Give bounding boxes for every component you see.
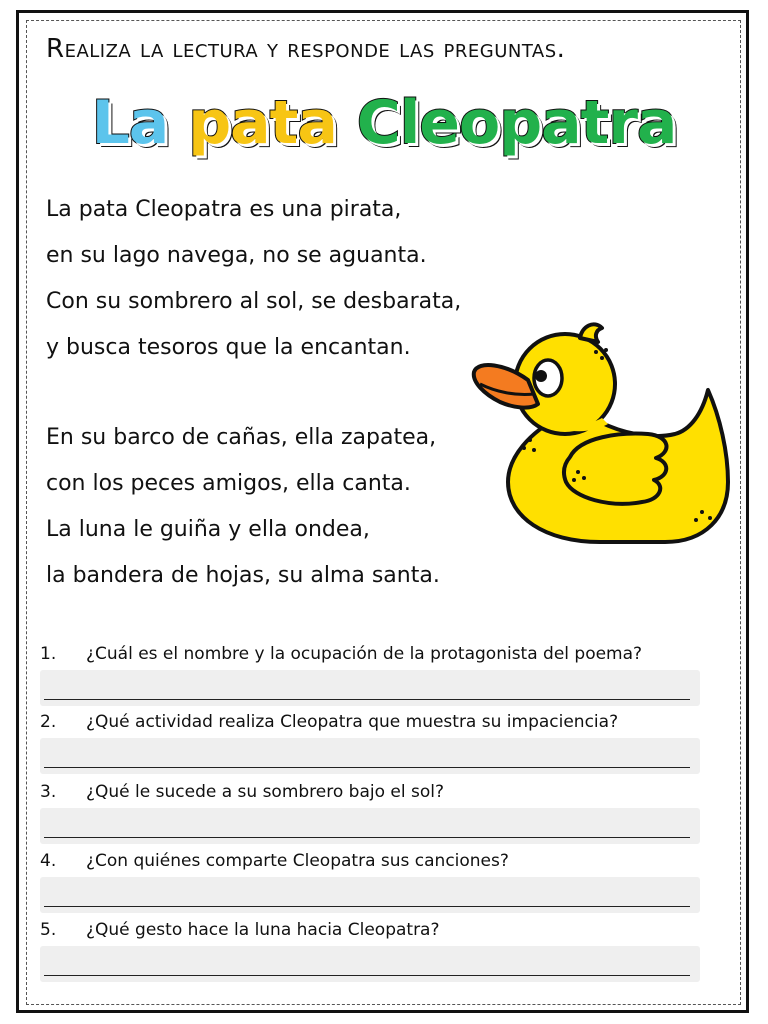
poem-line: en su lago navega, no se aguanta. bbox=[46, 243, 427, 268]
poem-line: la bandera de hojas, su alma santa. bbox=[46, 563, 440, 588]
duck-icon bbox=[470, 322, 735, 547]
poem-line: La luna le guiña y ella ondea, bbox=[46, 517, 370, 542]
question-text: 4. ¿Con quiénes comparte Cleopatra sus canciones? bbox=[40, 851, 509, 871]
answer-line-3[interactable] bbox=[40, 808, 700, 844]
poem-title bbox=[0, 88, 768, 158]
question-text: 1. ¿Cuál es el nombre y la ocupación de la protagonista del poema? bbox=[40, 644, 643, 664]
question-text: 2. ¿Qué actividad realiza Cleopatra que muestra su impaciencia? bbox=[40, 712, 619, 732]
poem-line: La pata Cleopatra es una pirata, bbox=[46, 197, 402, 222]
answer-line-1[interactable] bbox=[40, 670, 700, 706]
question-text: 5. ¿Qué gesto hace la luna hacia Cleopatra? bbox=[40, 920, 440, 940]
poem-line: con los peces amigos, ella canta. bbox=[46, 471, 411, 496]
stanza-gap bbox=[46, 376, 461, 420]
title-part-cleopatra: Cleopatra bbox=[356, 88, 677, 158]
question-text: 3. ¿Qué le sucede a su sombrero bajo el sol? bbox=[40, 782, 445, 802]
answer-line-5[interactable] bbox=[40, 946, 700, 982]
duck-tuft bbox=[580, 324, 602, 342]
instructions-heading: Realiza la lectura y responde las preguntas. bbox=[46, 34, 566, 64]
poem-body bbox=[46, 192, 461, 604]
title-part-la: La bbox=[91, 88, 169, 158]
poem-line: Con su sombrero al sol, se desbarata, bbox=[46, 289, 462, 314]
title-part-pata: pata bbox=[188, 88, 337, 158]
answer-line-2[interactable] bbox=[40, 738, 700, 774]
poem-line: y busca tesoros que la encantan. bbox=[46, 335, 411, 360]
answer-line-4[interactable] bbox=[40, 877, 700, 913]
poem-line: En su barco de cañas, ella zapatea, bbox=[46, 425, 437, 450]
